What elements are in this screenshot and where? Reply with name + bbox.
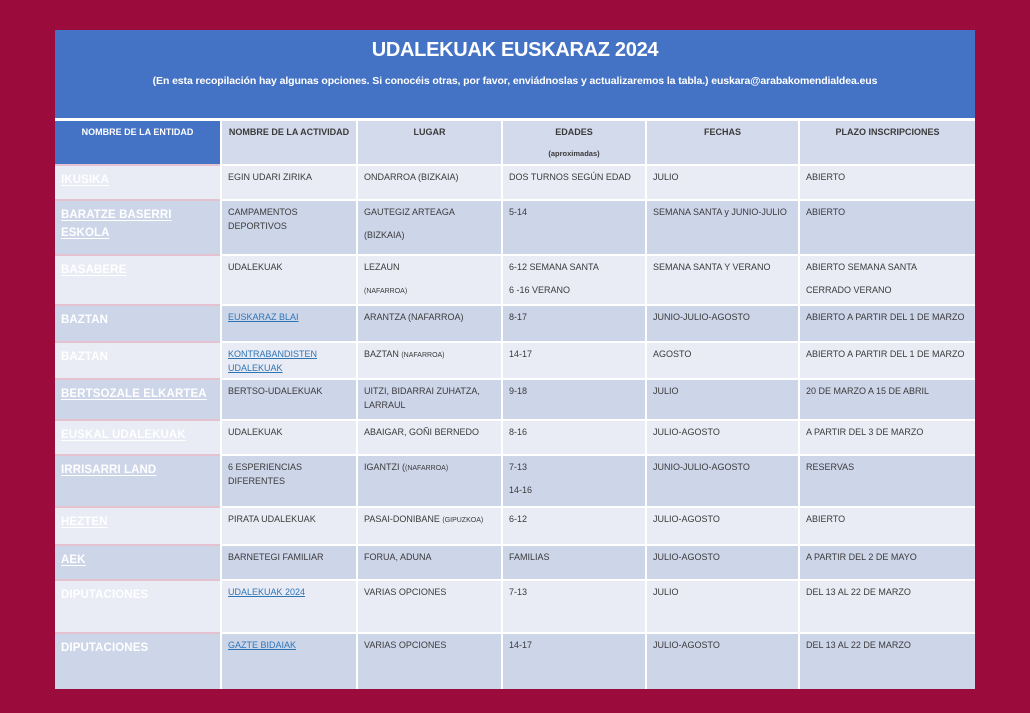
text-segment: JUNIO-JULIO-AGOSTO [653, 312, 750, 322]
actividad-link[interactable] [228, 640, 296, 650]
lugar-line [364, 513, 497, 527]
fechas-line [653, 586, 794, 600]
lugar-line [364, 348, 497, 362]
plazo-line [806, 206, 971, 220]
text-segment: 6-12 [509, 514, 528, 524]
fechas-line [653, 171, 794, 185]
cell-plazo [800, 634, 975, 689]
cell-entidad [55, 546, 220, 579]
cell-edades [503, 343, 645, 378]
cell-edades [503, 508, 645, 544]
cell-fechas [647, 508, 798, 544]
plazo-line [806, 551, 971, 565]
edades-line [509, 461, 641, 475]
table-header-row [55, 121, 975, 164]
cell-fechas [647, 306, 798, 341]
cell-fechas [647, 201, 798, 254]
text-segment: UDALEKUAK [228, 427, 283, 437]
cell-edades [503, 456, 645, 506]
edades-line [509, 551, 641, 565]
plazo-line [806, 513, 971, 527]
text-segment: ABIERTO [806, 207, 846, 217]
cell-actividad [222, 456, 356, 506]
cell-actividad [222, 201, 356, 254]
cell-lugar [358, 343, 501, 378]
actividad-line [228, 311, 352, 325]
text-segment: CERRADO VERANO [806, 284, 892, 295]
entity-label: DIPUTACIONES [61, 589, 149, 601]
text-segment: CAMPAMENTOS DEPORTIVOS [228, 207, 298, 231]
cell-edades [503, 380, 645, 419]
cell-plazo [800, 421, 975, 454]
text-segment: 8-17 [509, 312, 528, 322]
plazo-line [806, 586, 971, 600]
entity-link[interactable]: EUSKAL UDALEKUAK [61, 429, 186, 441]
text-segment: (BIZKAIA) [364, 229, 405, 240]
fechas-line [653, 639, 794, 653]
column-header-actividad: NOMBRE DE LA ACTIVIDAD [222, 121, 356, 164]
text-segment: ABAIGAR, GOÑI BERNEDO [364, 427, 480, 437]
text-segment: 14-16 [509, 484, 533, 495]
cell-edades [503, 201, 645, 254]
text-segment: A PARTIR DEL 3 DE MARZO [806, 427, 924, 437]
table-row [55, 508, 975, 544]
entity-link[interactable]: AEK [61, 554, 86, 566]
actividad-line [228, 639, 352, 653]
column-header-fechas: FECHAS [647, 121, 798, 164]
text-segment: 14-17 [509, 349, 533, 359]
edades-line [509, 639, 641, 653]
actividad-line [228, 426, 352, 440]
cell-lugar [358, 581, 501, 632]
fechas-line [653, 551, 794, 565]
text-segment: 8-16 [509, 427, 528, 437]
cell-lugar [358, 546, 501, 579]
text-segment: DEL 13 AL 22 DE MARZO [806, 587, 911, 597]
lugar-line [364, 551, 497, 565]
entity-link[interactable]: BERTSOZALE ELKARTEA [61, 388, 207, 400]
edades-line [509, 586, 641, 600]
cell-plazo [800, 343, 975, 378]
actividad-line [228, 261, 352, 275]
text-segment: GAUTEGIZ ARTEAGA [364, 207, 455, 217]
text-segment: IGANTZI ( [364, 462, 405, 472]
fechas-line [653, 348, 794, 362]
cell-fechas [647, 256, 798, 304]
fechas-line [653, 513, 794, 527]
text-segment: BAZTAN [364, 349, 402, 359]
title-banner [55, 30, 975, 118]
edades-line [509, 348, 641, 362]
cell-fechas [647, 166, 798, 199]
cell-lugar [358, 201, 501, 254]
cell-entidad [55, 201, 220, 254]
text-segment: A PARTIR DEL 2 DE MAYO [806, 552, 917, 562]
cell-entidad [55, 343, 220, 378]
text-segment: BERTSO-UDALEKUAK [228, 386, 323, 396]
cell-entidad [55, 634, 220, 689]
text-segment: RESERVAS [806, 462, 855, 472]
cell-entidad [55, 421, 220, 454]
entity-link[interactable]: IRRISARRI LAND [61, 464, 157, 476]
actividad-line [228, 385, 352, 399]
edades-line [509, 261, 641, 275]
text-segment: KONTRABANDISTEN UDALEKUAK [228, 349, 318, 373]
entity-link[interactable]: BARATZE BASERRI ESKOLA [61, 209, 172, 240]
place-region-small-text: (GIPUZKOA) [442, 517, 484, 524]
entity-label: BAZTAN [61, 314, 109, 326]
cell-plazo [800, 546, 975, 579]
cell-lugar [358, 456, 501, 506]
page-subtitle: (En esta recopilación hay algunas opciones. Si conocéis otras, por favor, enviádnoslas y actualizaremos la tabla.) euskara@arabakomendialdea.eus [152, 75, 878, 87]
plazo-line [806, 284, 971, 298]
cell-plazo [800, 201, 975, 254]
cell-fechas [647, 343, 798, 378]
plazo-line [806, 461, 971, 475]
text-segment: AGOSTO [653, 349, 692, 359]
edades-line [509, 311, 641, 325]
text-segment: ABIERTO [806, 514, 846, 524]
cell-actividad [222, 306, 356, 341]
entity-link[interactable]: HEZTEN [61, 516, 108, 528]
lugar-line [364, 206, 497, 220]
text-segment: JULIO-AGOSTO [653, 640, 720, 650]
place-region-small-text: (NAFARROA) [401, 352, 445, 359]
cell-plazo [800, 166, 975, 199]
actividad-link[interactable] [228, 349, 317, 373]
column-header-plazo: PLAZO INSCRIPCIONES [800, 121, 975, 164]
text-segment: BARNETEGI FAMILIAR [228, 552, 324, 562]
cell-lugar [358, 306, 501, 341]
table-row [55, 201, 975, 254]
fechas-line [653, 261, 794, 275]
cell-entidad [55, 256, 220, 304]
cell-plazo [800, 508, 975, 544]
text-segment: 14-17 [509, 640, 533, 650]
text-segment: JULIO [653, 386, 679, 396]
cell-actividad [222, 380, 356, 419]
column-header-edades-label: EDADES [555, 127, 593, 137]
text-segment: PIRATA UDALEKUAK [228, 514, 316, 524]
cell-fechas [647, 581, 798, 632]
cell-fechas [647, 456, 798, 506]
cell-edades [503, 546, 645, 579]
place-region-small-text: (NAFARROA) [405, 465, 449, 472]
text-segment: ONDARROA (BIZKAIA) [364, 172, 459, 182]
text-segment: SEMANA SANTA Y VERANO [653, 262, 771, 272]
cell-plazo [800, 456, 975, 506]
text-segment: VARIAS OPCIONES [364, 587, 447, 597]
text-segment: JULIO-AGOSTO [653, 427, 720, 437]
cell-fechas [647, 634, 798, 689]
cell-edades [503, 166, 645, 199]
cell-entidad [55, 306, 220, 341]
cell-actividad [222, 256, 356, 304]
text-segment: UDALEKUAK [228, 262, 283, 272]
text-segment: 6 ESPERIENCIAS DIFERENTES [228, 462, 303, 486]
lugar-line [364, 586, 497, 600]
actividad-line [228, 513, 352, 527]
edades-line [509, 171, 641, 185]
column-header-lugar: LUGAR [358, 121, 501, 164]
text-segment: ABIERTO A PARTIR DEL 1 DE MARZO [806, 312, 965, 322]
table-body [55, 166, 975, 689]
fechas-line [653, 385, 794, 399]
table-row [55, 306, 975, 341]
cell-actividad [222, 343, 356, 378]
actividad-line [228, 551, 352, 565]
cell-plazo [800, 581, 975, 632]
table-row [55, 343, 975, 378]
table-row [55, 166, 975, 199]
cell-actividad [222, 421, 356, 454]
cell-lugar [358, 380, 501, 419]
table-row [55, 256, 975, 304]
cell-actividad [222, 581, 356, 632]
text-segment: 20 DE MARZO A 15 DE ABRIL [806, 386, 930, 396]
plazo-line [806, 385, 971, 399]
entity-link[interactable]: BASABERE [61, 264, 127, 276]
cell-fechas [647, 546, 798, 579]
cell-edades [503, 306, 645, 341]
edades-line [509, 426, 641, 440]
udalekuak-table [55, 30, 975, 689]
actividad-link[interactable] [228, 312, 299, 322]
actividad-line [228, 348, 352, 375]
column-header-edades [503, 121, 645, 164]
cell-lugar [358, 634, 501, 689]
table-row [55, 546, 975, 579]
text-segment: ABIERTO [806, 172, 846, 182]
actividad-line [228, 461, 352, 488]
lugar-line [364, 311, 497, 325]
text-segment: 6-12 SEMANA SANTA [509, 262, 599, 272]
cell-fechas [647, 380, 798, 419]
fechas-line [653, 206, 794, 220]
entity-link[interactable]: IKUSIKA [61, 174, 109, 186]
table-row [55, 634, 975, 689]
cell-entidad [55, 508, 220, 544]
text-segment: FORUA, ADUNA [364, 552, 432, 562]
cell-plazo [800, 256, 975, 304]
fechas-line [653, 461, 794, 475]
text-segment: JULIO-AGOSTO [653, 514, 720, 524]
table-row [55, 581, 975, 632]
text-segment: GAZTE BIDAIAK [228, 640, 297, 650]
text-segment: SEMANA SANTA y JUNIO-JULIO [653, 207, 787, 217]
cell-entidad [55, 166, 220, 199]
lugar-line [364, 426, 497, 440]
lugar-line [364, 461, 497, 475]
text-segment: VARIAS OPCIONES [364, 640, 447, 650]
lugar-line [364, 639, 497, 653]
plazo-line [806, 426, 971, 440]
text-segment: ABIERTO A PARTIR DEL 1 DE MARZO [806, 349, 965, 359]
plazo-line [806, 261, 971, 275]
text-segment: DOS TURNOS SEGÚN EDAD [509, 172, 631, 182]
cell-lugar [358, 508, 501, 544]
text-segment: 5-14 [509, 207, 528, 217]
plazo-line [806, 639, 971, 653]
cell-edades [503, 256, 645, 304]
lugar-line [364, 171, 497, 185]
text-segment: EUSKARAZ BLAI [228, 312, 299, 322]
lugar-line [364, 229, 497, 243]
plazo-line [806, 171, 971, 185]
table-row [55, 421, 975, 454]
cell-lugar [358, 256, 501, 304]
cell-fechas [647, 421, 798, 454]
text-segment: UDALEKUAK 2024 [228, 587, 306, 597]
cell-lugar [358, 166, 501, 199]
column-header-entidad: NOMBRE DE LA ENTIDAD [55, 121, 220, 164]
text-segment: PASAI-DONIBANE [364, 514, 443, 524]
cell-actividad [222, 166, 356, 199]
text-segment: JULIO-AGOSTO [653, 552, 720, 562]
cell-entidad [55, 456, 220, 506]
actividad-line [228, 171, 352, 185]
cell-actividad [222, 546, 356, 579]
actividad-line [228, 206, 352, 233]
text-segment: DEL 13 AL 22 DE MARZO [806, 640, 911, 650]
text-segment: LEZAUN [364, 262, 400, 272]
text-segment: 9-18 [509, 386, 528, 396]
edades-line [509, 206, 641, 220]
cell-actividad [222, 634, 356, 689]
cell-edades [503, 421, 645, 454]
text-segment: EGIN UDARI ZIRIKA [228, 172, 313, 182]
edades-line [509, 385, 641, 399]
entity-label: BAZTAN [61, 351, 109, 363]
text-segment: 7-13 [509, 462, 528, 472]
cell-entidad [55, 581, 220, 632]
place-region-small-text: (NAFARROA) [364, 287, 408, 295]
text-segment: UITZI, BIDARRAI ZUHATZA, LARRAUL [364, 386, 480, 410]
cell-plazo [800, 306, 975, 341]
lugar-line [364, 385, 497, 412]
edades-line [509, 513, 641, 527]
table-row [55, 456, 975, 506]
cell-actividad [222, 508, 356, 544]
cell-lugar [358, 421, 501, 454]
cell-edades [503, 581, 645, 632]
actividad-link[interactable] [228, 587, 305, 597]
plazo-line [806, 348, 971, 362]
cell-entidad [55, 380, 220, 419]
text-segment: 6 -16 VERANO [509, 284, 571, 295]
text-segment: JULIO [653, 587, 679, 597]
cell-plazo [800, 380, 975, 419]
fechas-line [653, 311, 794, 325]
lugar-line [364, 261, 497, 275]
lugar-line [364, 284, 497, 298]
entity-label: DIPUTACIONES [61, 642, 149, 654]
table-row [55, 380, 975, 419]
text-segment: ABIERTO SEMANA SANTA [806, 262, 918, 272]
plazo-line [806, 311, 971, 325]
column-header-edades-note: (aproximadas) [548, 149, 600, 158]
actividad-line [228, 586, 352, 600]
text-segment: FAMILIAS [509, 552, 550, 562]
fechas-line [653, 426, 794, 440]
edades-line [509, 284, 641, 298]
edades-line [509, 484, 641, 498]
text-segment: JULIO [653, 172, 679, 182]
page-title: UDALEKUAK EUSKARAZ 2024 [371, 39, 659, 61]
text-segment: ARANTZA (NAFARROA) [364, 312, 464, 322]
text-segment: 7-13 [509, 587, 528, 597]
cell-edades [503, 634, 645, 689]
text-segment: JUNIO-JULIO-AGOSTO [653, 462, 750, 472]
